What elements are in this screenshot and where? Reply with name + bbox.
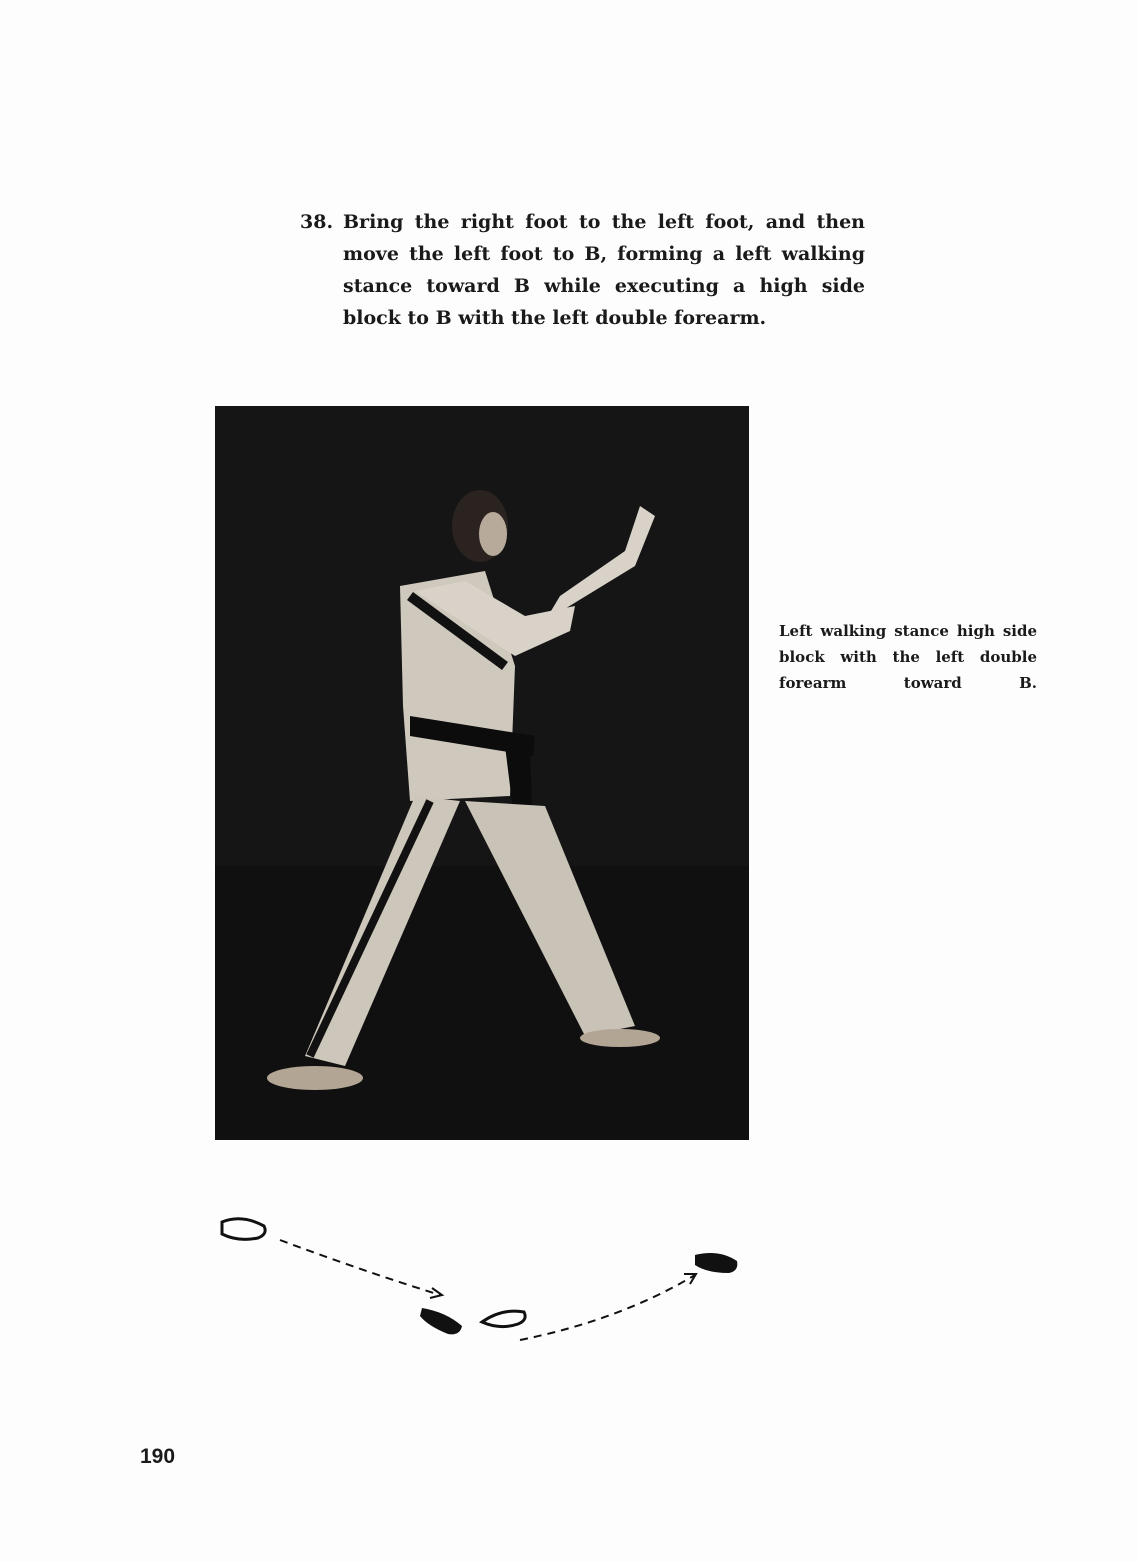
footprint-end-filled-icon: [695, 1253, 737, 1273]
footwork-diagram: [200, 1200, 760, 1350]
path-arrow-1: [280, 1240, 440, 1295]
martial-artist-figure: [215, 406, 749, 1140]
path-arrow-2: [520, 1275, 695, 1340]
footprint-filled-icon: [420, 1308, 462, 1334]
footprint-outline-icon: [482, 1311, 525, 1326]
footprint-start-outline-icon: [222, 1219, 265, 1240]
step-text: Bring the right foot to the left foot, and then move the left foot to B, forming a left walking stance toward B while executing a high side block to B with the left double forearm.: [343, 211, 865, 329]
instruction-step: [300, 206, 865, 334]
step-number: 38.: [300, 211, 334, 233]
photo-walking-stance-block: [215, 406, 749, 1140]
page-number: 190: [140, 1445, 176, 1468]
photo-caption: Left walking stance high side block with the left double forearm toward B.: [779, 622, 1037, 692]
